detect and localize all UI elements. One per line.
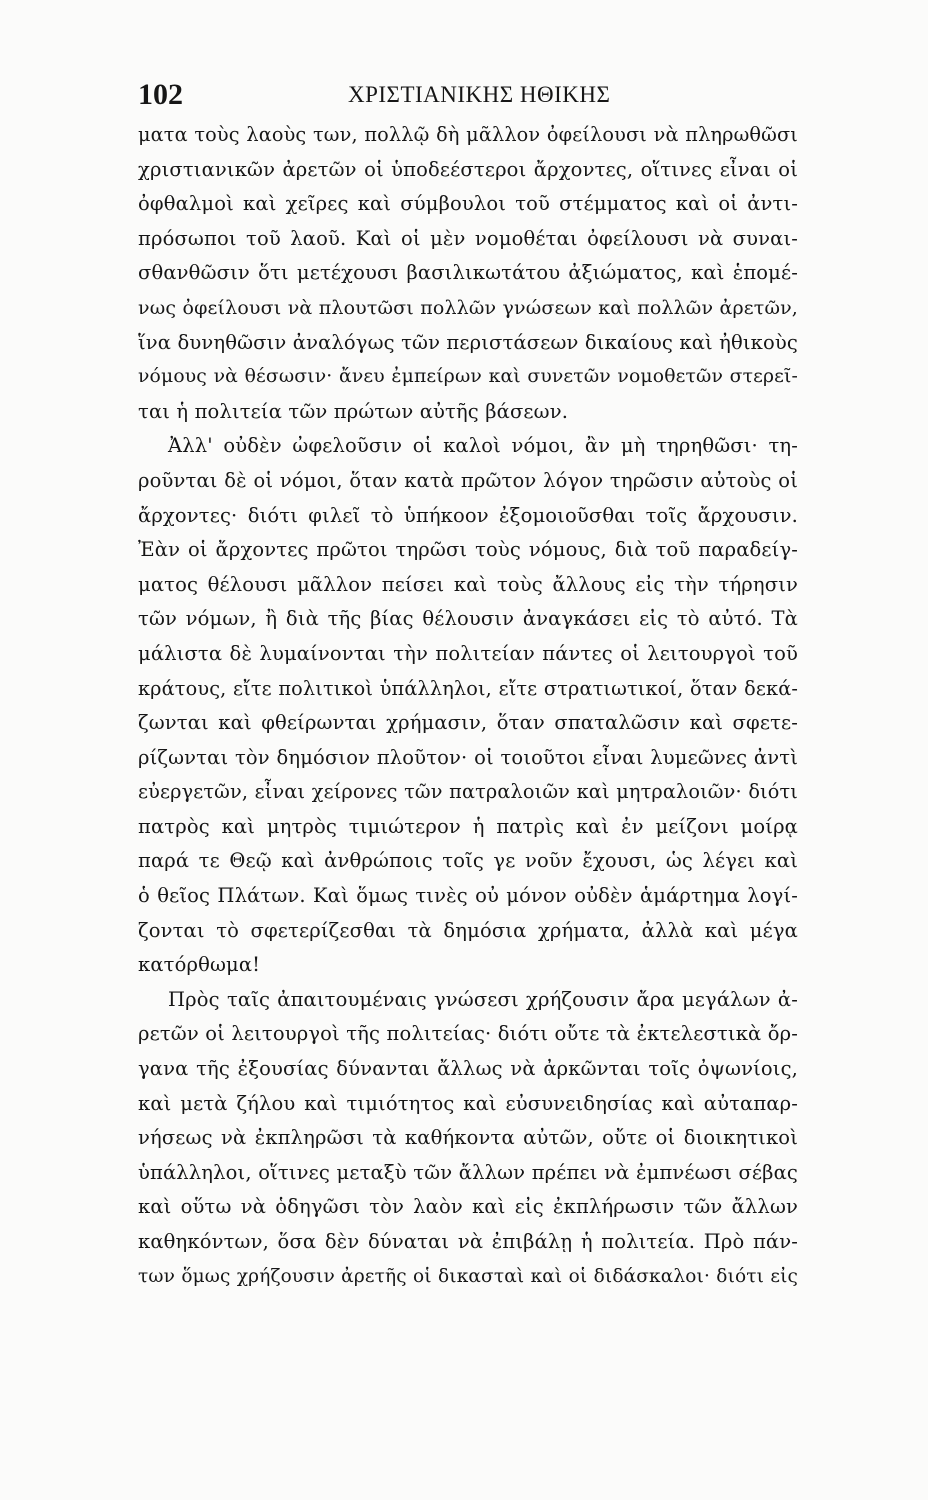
paragraph-end-line: ται ἡ πολιτεία τῶν πρώτων αὐτῆς βάσεων. <box>138 399 569 423</box>
running-title: ΧΡΙΣΤΙΑΝΙΚΗΣ ΗΘΙΚΗΣ <box>348 82 611 107</box>
page-number: 102 <box>138 78 183 111</box>
text-line: καὶ οὕτω νὰ ὁδηγῶσι τὸν λαὸν καὶ εἰς ἐκπλήρωσιν τῶν ἄλλων <box>138 1195 798 1219</box>
text-line: μάλιστα δὲ λυμαίνονται τὴν πολιτείαν πάντες οἱ λειτουργοὶ τοῦ <box>138 641 798 665</box>
text-line: εὐεργετῶν, εἶναι χείρονες τῶν πατραλοιῶν καὶ μητραλοιῶν· διότι <box>138 780 798 804</box>
text-line: γανα τῆς ἐξουσίας δύνανται ἄλλως νὰ ἀρκῶνται τοῖς ὀψωνίοις, <box>138 1057 798 1081</box>
text-line: ρίζωνται τὸν δημόσιον πλοῦτον· οἱ τοιοῦτοι εἶναι λυμεῶνες ἀντὶ <box>138 745 798 769</box>
text-line: ὑπάλληλοι, οἵτινες μεταξὺ τῶν ἄλλων πρέπει νὰ ἐμπνέωσι σέβας <box>138 1160 798 1184</box>
text-line: των ὅμως χρήζουσιν ἀρετῆς οἱ δικασταὶ καὶ οἱ διδάσκαλοι· διότι εἰς <box>138 1265 798 1287</box>
text-line: χριστιανικῶν ἀρετῶν οἱ ὑποδεέστεροι ἄρχοντες, οἵτινες εἶναι οἱ <box>138 157 798 181</box>
text-line: νήσεως νὰ ἐκπληρῶσι τὰ καθήκοντα αὐτῶν, οὔτε οἱ διοικητικοὶ <box>138 1126 798 1150</box>
text-line: καθηκόντων, ὅσα δὲν δύναται νὰ ἐπιβάλῃ ἡ πολιτεία. Πρὸ πάν- <box>138 1230 798 1253</box>
text-line: παρά τε Θεῷ καὶ ἀνθρώποις τοῖς γε νοῦν ἔχουσι, ὡς λέγει καὶ <box>138 849 798 873</box>
text-line: νόμους νὰ θέσωσιν· ἄνευ ἐμπείρων καὶ συνετῶν νομοθετῶν στερεῖ- <box>138 366 798 388</box>
text-line: νως ὀφείλουσι νὰ πλουτῶσι πολλῶν γνώσεων καὶ πολλῶν ἀρετῶν, <box>138 296 798 319</box>
text-line: τῶν νόμων, ἢ διὰ τῆς βίας θέλουσιν ἀναγκάσει εἰς τὸ αὐτό. Τὰ <box>138 607 798 631</box>
paragraph-end-line: κατόρθωμα! <box>138 953 261 977</box>
text-line: ἵνα δυνηθῶσιν ἀναλόγως τῶν περιστάσεων δικαίους καὶ ἠθικοὺς <box>138 330 798 354</box>
text-line: ἄρχοντες· διότι φιλεῖ τὸ ὑπήκοον ἐξομοιοῦσθαι τοῖς ἄρχουσιν. <box>138 503 798 527</box>
text-line: ὁ θεῖος Πλάτων. Καὶ ὅμως τινὲς οὐ μόνον οὐδὲν ἁμάρτημα λογί- <box>138 884 798 908</box>
text-line: ζωνται καὶ φθείρωνται χρήμασιν, ὅταν σπαταλῶσιν καὶ σφετε- <box>138 711 798 735</box>
text-line: ὀφθαλμοὶ καὶ χεῖρες καὶ σύμβουλοι τοῦ στέμματος καὶ οἱ ἀντι- <box>138 192 798 216</box>
text-line: σθανθῶσιν ὅτι μετέχουσι βασιλικωτάτου ἀξιώματος, καὶ ἑπομέ- <box>138 261 798 285</box>
page-header <box>138 72 798 112</box>
text-line: ρετῶν οἱ λειτουργοὶ τῆς πολιτείας· διότι οὔτε τὰ ἐκτελεστικὰ ὄρ- <box>138 1022 798 1046</box>
text-line: ροῦνται δὲ οἱ νόμοι, ὅταν κατὰ πρῶτον λόγον τηρῶσιν αὐτοὺς οἱ <box>138 468 798 492</box>
body-text <box>138 118 798 1294</box>
text-line: καὶ μετὰ ζήλου καὶ τιμιότητος καὶ εὐσυνειδησίας καὶ αὐταπαρ- <box>138 1091 798 1115</box>
text-line: κράτους, εἴτε πολιτικοὶ ὑπάλληλοι, εἴτε στρατιωτικοί, ὅταν δεκά- <box>138 676 798 700</box>
text-line: ζονται τὸ σφετερίζεσθαι τὰ δημόσια χρήματα, ἀλλὰ καὶ μέγα <box>138 918 798 942</box>
text-line: πατρὸς καὶ μητρὸς τιμιώτερον ἡ πατρὶς καὶ ἐν μείζονι μοίρᾳ <box>138 814 798 838</box>
paragraph-start-line: Πρὸς ταῖς ἀπαιτουμέναις γνώσεσι χρήζουσιν ἄρα μεγάλων ἀ- <box>168 987 798 1011</box>
text-line: ματα τοὺς λαοὺς των, πολλῷ δὴ μᾶλλον ὀφείλουσι νὰ πληρωθῶσι <box>138 123 798 146</box>
paragraph-start-line: Ἀλλ' οὐδὲν ὠφελοῦσιν οἱ καλοὶ νόμοι, ἂν μὴ τηρηθῶσι· τη- <box>168 434 798 458</box>
text-line: ματος θέλουσι μᾶλλον πείσει καὶ τοὺς ἄλλους εἰς τὴν τήρησιν <box>138 572 798 596</box>
text-line: Ἐὰν οἱ ἄρχοντες πρῶτοι τηρῶσι τοὺς νόμους, διὰ τοῦ παραδείγ- <box>138 538 798 562</box>
text-line: πρόσωποι τοῦ λαοῦ. Καὶ οἱ μὲν νομοθέται ὀφείλουσι νὰ συναι- <box>138 226 798 250</box>
